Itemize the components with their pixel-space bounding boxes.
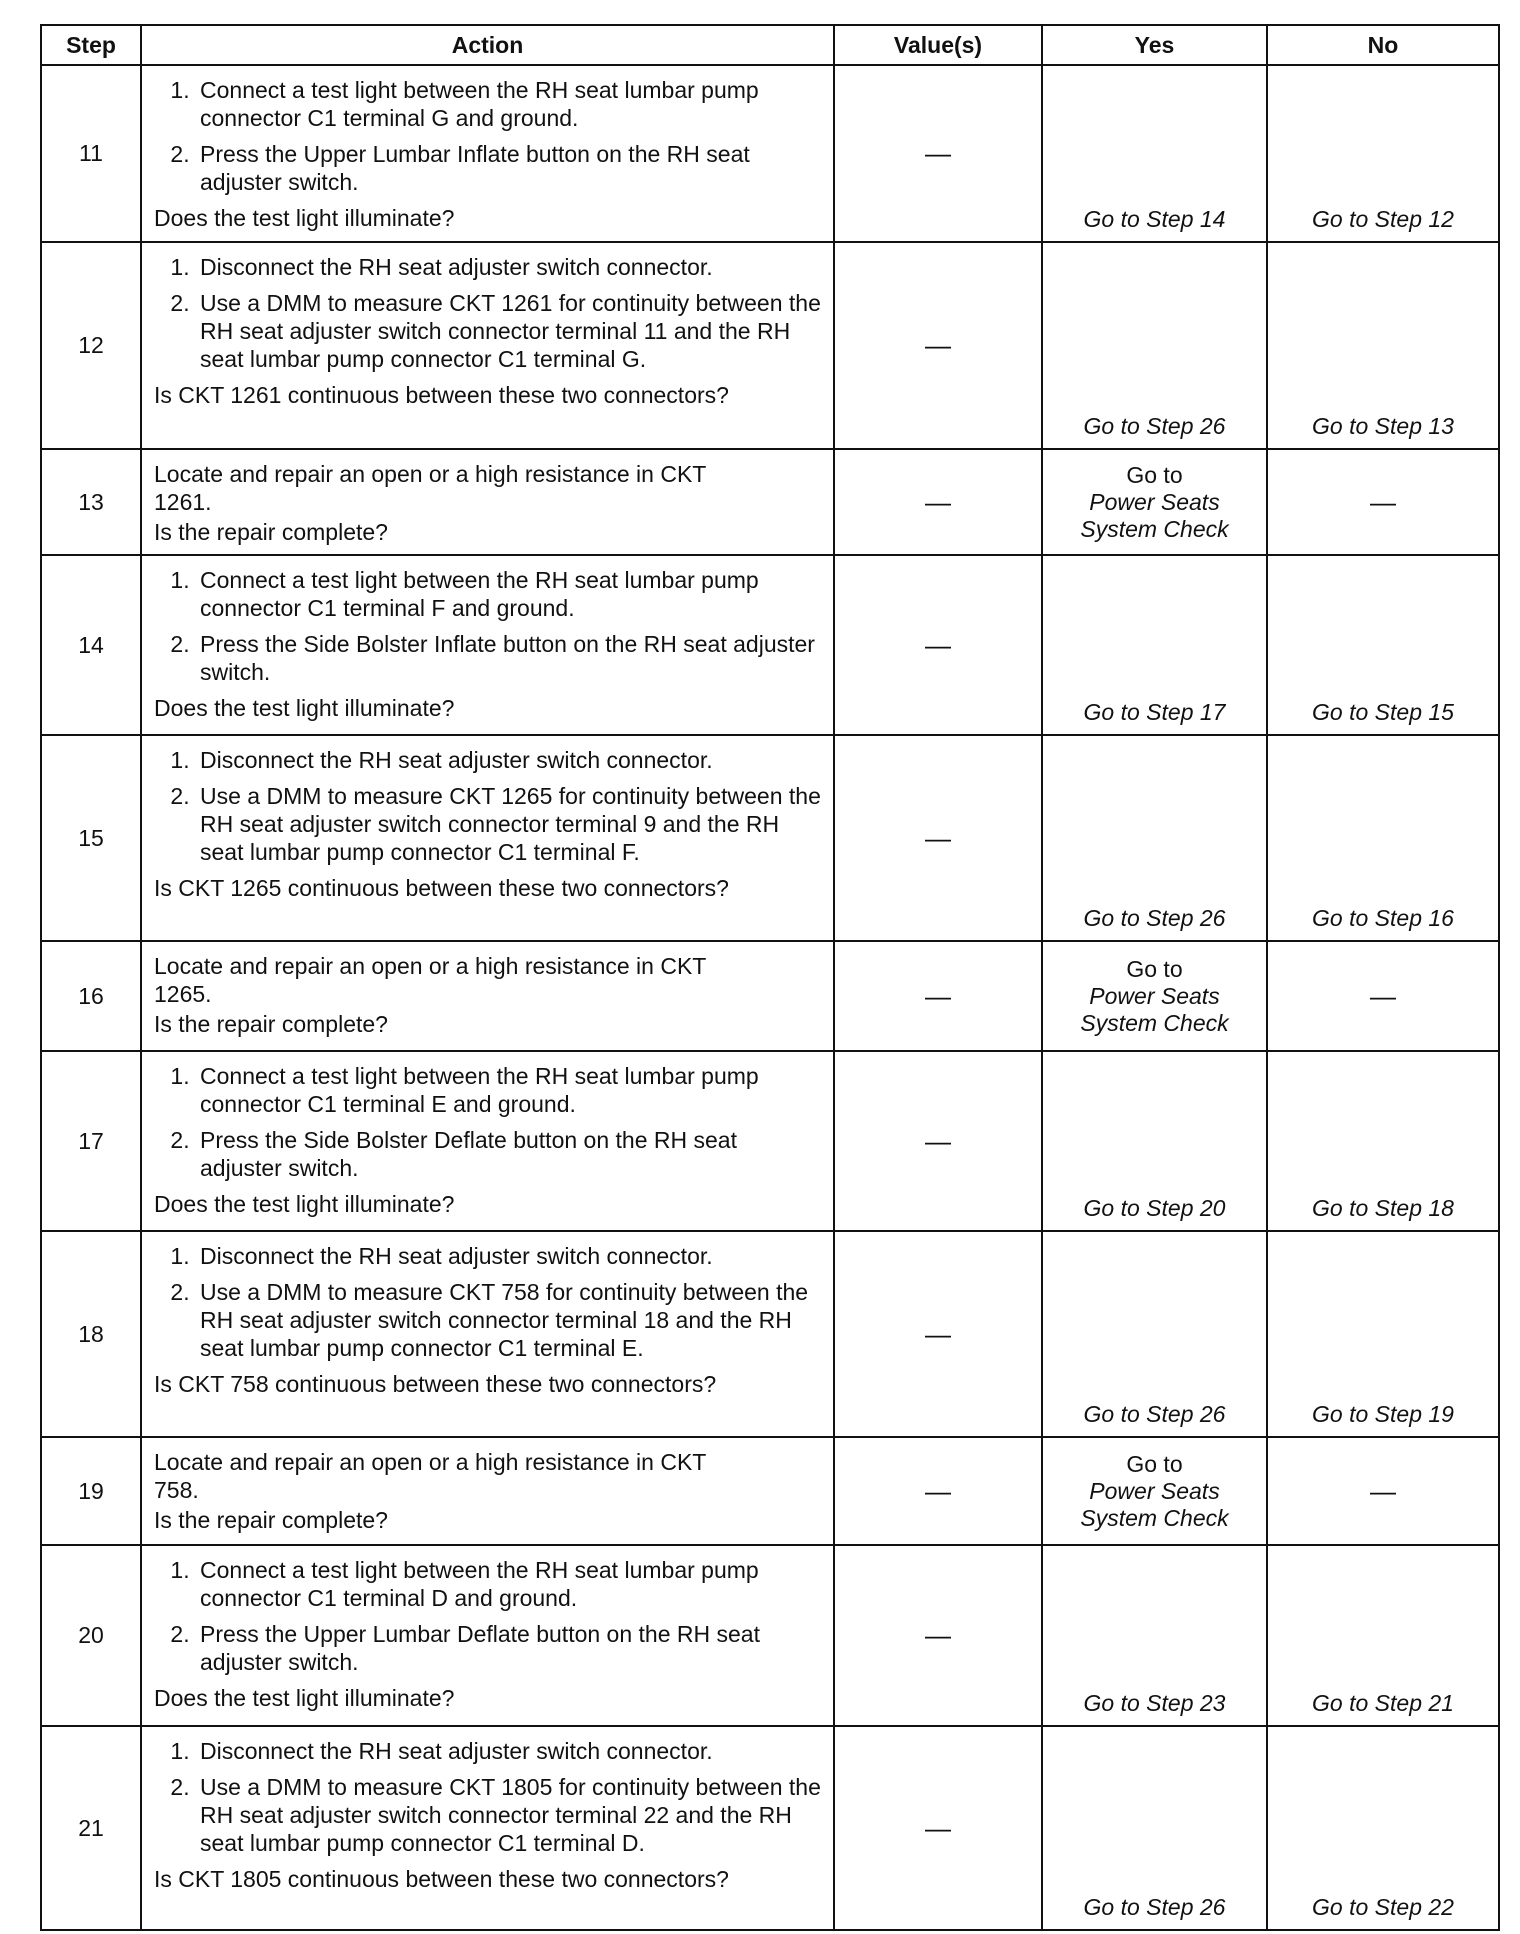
action-cell — [141, 1726, 834, 1930]
yes-result — [1042, 449, 1267, 555]
no-result — [1267, 941, 1499, 1051]
action-question: Is the repair complete? — [154, 1011, 388, 1037]
value-cell: — — [834, 242, 1042, 449]
action-question: Does the test light illuminate? — [154, 1191, 455, 1217]
value-cell: — — [834, 735, 1042, 941]
action-item: 2. Press the Side Bolster Inflate button on the RH seat adjuster switch. — [196, 630, 823, 686]
value-cell: — — [834, 1437, 1042, 1545]
header-action: Action — [141, 25, 834, 65]
value-cell: — — [834, 1726, 1042, 1930]
yes-goto-label: Go to — [1126, 461, 1183, 488]
action-text: Locate and repair an open or a high resistance in CKT 1261. — [154, 461, 706, 515]
action-item: 1. Disconnect the RH seat adjuster switch connector. — [196, 1737, 823, 1765]
no-result: Go to Step 18 — [1267, 1051, 1499, 1231]
action-question: Is the repair complete? — [154, 1507, 388, 1533]
yes-result: Go to Step 23 — [1042, 1545, 1267, 1726]
action-cell — [141, 1051, 834, 1231]
action-question: Is CKT 1265 continuous between these two connectors? — [154, 875, 729, 901]
action-item: 1. Disconnect the RH seat adjuster switch connector. — [196, 1242, 823, 1270]
yes-result: Go to Step 17 — [1042, 555, 1267, 735]
table-row — [41, 65, 1499, 242]
action-item: 1. Connect a test light between the RH seat lumbar pump connector C1 terminal D and ground. — [196, 1556, 823, 1612]
yes-goto-label: Go to — [1126, 955, 1183, 982]
action-cell — [141, 1231, 834, 1437]
action-item: 1. Disconnect the RH seat adjuster switch connector. — [196, 253, 823, 281]
no-result: Go to Step 21 — [1267, 1545, 1499, 1726]
header-no: No — [1267, 25, 1499, 65]
value-cell: — — [834, 449, 1042, 555]
header-values: Value(s) — [834, 25, 1042, 65]
step-number: 17 — [41, 1051, 141, 1231]
value-cell: — — [834, 1051, 1042, 1231]
header-row — [41, 25, 1499, 65]
no-result: Go to Step 19 — [1267, 1231, 1499, 1437]
action-item: 1. Connect a test light between the RH seat lumbar pump connector C1 terminal E and ground. — [196, 1062, 823, 1118]
value-cell: — — [834, 1545, 1042, 1726]
action-cell — [141, 555, 834, 735]
yes-result: Go to Step 26 — [1042, 1726, 1267, 1930]
table-row — [41, 555, 1499, 735]
yes-result: Go to Step 26 — [1042, 242, 1267, 449]
yes-result: Go to Step 26 — [1042, 1231, 1267, 1437]
action-cell — [141, 65, 834, 242]
action-cell — [141, 242, 834, 449]
step-number: 16 — [41, 941, 141, 1051]
action-item: 2. Use a DMM to measure CKT 1261 for continuity between the RH seat adjuster switch connector terminal 11 and the RH seat lumbar pump connector C1 terminal G. — [196, 289, 823, 373]
table-row — [41, 1726, 1499, 1930]
header-step: Step — [41, 25, 141, 65]
action-cell — [141, 735, 834, 941]
no-dash: — — [1370, 486, 1396, 517]
header-yes: Yes — [1042, 25, 1267, 65]
table-row — [41, 941, 1499, 1051]
diagnostic-table — [40, 24, 1500, 1931]
step-number: 20 — [41, 1545, 141, 1726]
action-question: Is CKT 758 continuous between these two connectors? — [154, 1371, 717, 1397]
action-question: Is CKT 1261 continuous between these two connectors? — [154, 382, 729, 408]
action-text: Locate and repair an open or a high resistance in CKT 758. — [154, 1449, 706, 1503]
action-item: 1. Connect a test light between the RH seat lumbar pump connector C1 terminal G and ground. — [196, 76, 823, 132]
action-question: Does the test light illuminate? — [154, 1685, 455, 1711]
action-cell — [141, 449, 834, 555]
action-item: 2. Press the Side Bolster Deflate button on the RH seat adjuster switch. — [196, 1126, 823, 1182]
yes-result — [1042, 1437, 1267, 1545]
table-row — [41, 735, 1499, 941]
action-item: 1. Disconnect the RH seat adjuster switch connector. — [196, 746, 823, 774]
yes-result: Go to Step 14 — [1042, 65, 1267, 242]
no-result — [1267, 1437, 1499, 1545]
action-question: Does the test light illuminate? — [154, 695, 455, 721]
no-result: Go to Step 15 — [1267, 555, 1499, 735]
action-question: Is CKT 1805 continuous between these two connectors? — [154, 1866, 729, 1892]
value-cell: — — [834, 1231, 1042, 1437]
action-question: Is the repair complete? — [154, 519, 388, 545]
no-result: Go to Step 16 — [1267, 735, 1499, 941]
no-result: Go to Step 13 — [1267, 242, 1499, 449]
table-row — [41, 1437, 1499, 1545]
no-result: Go to Step 12 — [1267, 65, 1499, 242]
yes-target: Power Seats System Check — [1080, 488, 1229, 542]
value-cell: — — [834, 65, 1042, 242]
action-item: 2. Press the Upper Lumbar Deflate button on the RH seat adjuster switch. — [196, 1620, 823, 1676]
step-number: 14 — [41, 555, 141, 735]
step-number: 13 — [41, 449, 141, 555]
table-row — [41, 1051, 1499, 1231]
no-result: Go to Step 22 — [1267, 1726, 1499, 1930]
yes-target: Power Seats System Check — [1080, 982, 1229, 1036]
action-text: Locate and repair an open or a high resistance in CKT 1265. — [154, 953, 706, 1007]
action-item: 2. Press the Upper Lumbar Inflate button on the RH seat adjuster switch. — [196, 140, 823, 196]
yes-goto-label: Go to — [1126, 1450, 1183, 1477]
action-question: Does the test light illuminate? — [154, 205, 455, 231]
table-row — [41, 1545, 1499, 1726]
no-result — [1267, 449, 1499, 555]
action-item: 1. Connect a test light between the RH seat lumbar pump connector C1 terminal F and ground. — [196, 566, 823, 622]
action-cell — [141, 1545, 834, 1726]
action-item: 2. Use a DMM to measure CKT 758 for continuity between the RH seat adjuster switch connector terminal 18 and the RH seat lumbar pump connector C1 terminal E. — [196, 1278, 823, 1362]
no-dash: — — [1370, 980, 1396, 1011]
action-item: 2. Use a DMM to measure CKT 1805 for continuity between the RH seat adjuster switch connector terminal 22 and the RH seat lumbar pump connector C1 terminal D. — [196, 1773, 823, 1857]
step-number: 15 — [41, 735, 141, 941]
value-cell: — — [834, 941, 1042, 1051]
yes-result — [1042, 941, 1267, 1051]
value-cell: — — [834, 555, 1042, 735]
table-row — [41, 449, 1499, 555]
step-number: 18 — [41, 1231, 141, 1437]
yes-result: Go to Step 26 — [1042, 735, 1267, 941]
no-dash: — — [1370, 1475, 1396, 1506]
table-row — [41, 1231, 1499, 1437]
step-number: 19 — [41, 1437, 141, 1545]
step-number: 21 — [41, 1726, 141, 1930]
yes-result: Go to Step 20 — [1042, 1051, 1267, 1231]
yes-target: Power Seats System Check — [1080, 1477, 1229, 1531]
step-number: 11 — [41, 65, 141, 242]
action-cell — [141, 941, 834, 1051]
action-item: 2. Use a DMM to measure CKT 1265 for continuity between the RH seat adjuster switch connector terminal 9 and the RH seat lumbar pump connector C1 terminal F. — [196, 782, 823, 866]
table-row — [41, 242, 1499, 449]
step-number: 12 — [41, 242, 141, 449]
action-cell — [141, 1437, 834, 1545]
